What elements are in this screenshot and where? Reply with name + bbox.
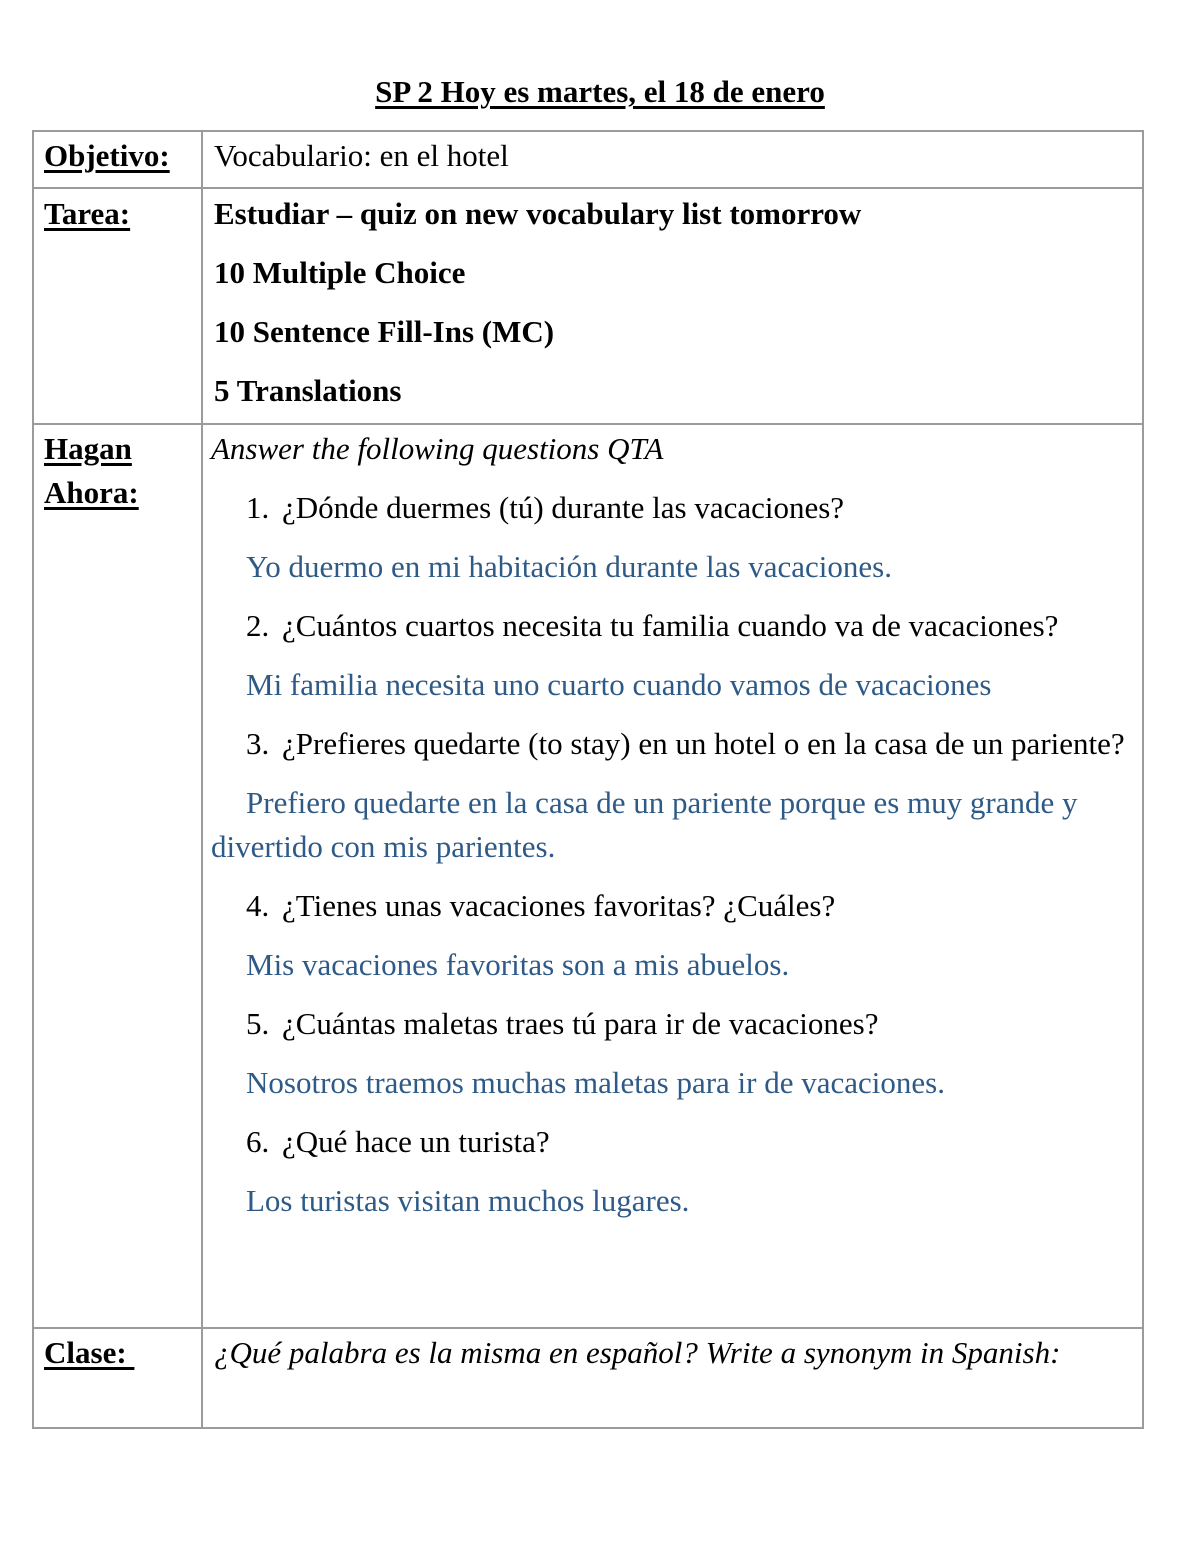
hagan-label-line2: Ahora: — [44, 475, 139, 510]
hagan-ahora-instruction: Answer the following questions QTA — [211, 431, 664, 466]
clase-row — [33, 1328, 1143, 1428]
question-item — [211, 486, 1128, 530]
question-number: 4. — [246, 888, 270, 923]
objetivo-text: Vocabulario: en el hotel — [214, 138, 509, 173]
answer-text: Prefiero quedarte en la casa de un pariente porque es muy grande y divertido con mis parientes. — [211, 785, 1078, 864]
question-text: ¿Qué hace un turista? — [282, 1124, 550, 1159]
tarea-line: 10 Multiple Choice — [214, 255, 466, 290]
answer-text: Mis vacaciones favoritas son a mis abuelos. — [246, 947, 790, 982]
question-number: 2. — [246, 608, 270, 643]
objetivo-label-cell — [33, 131, 202, 188]
question-number: 3. — [246, 726, 270, 761]
question-item — [211, 884, 1128, 928]
hagan-label-line1: Hagan — [44, 431, 132, 466]
tarea-content-cell — [202, 188, 1143, 424]
answer-text: Mi familia necesita uno cuarto cuando vamos de vacaciones — [246, 667, 992, 702]
question-text: ¿Dónde duermes (tú) durante las vacaciones? — [282, 490, 845, 525]
hagan-ahora-row — [33, 424, 1143, 1328]
hagan-ahora-label — [34, 427, 201, 515]
answer-text: Yo duermo en mi habitación durante las vacaciones. — [246, 549, 892, 584]
question-text: ¿Cuántas maletas traes tú para ir de vacaciones? — [282, 1006, 879, 1041]
question-text: ¿Prefieres quedarte (to stay) en un hotel o en la casa de un pariente? — [282, 726, 1125, 761]
clase-text: ¿Qué palabra es la misma en español? Write a synonym in Spanish: — [214, 1335, 1061, 1370]
tarea-line: 10 Sentence Fill-Ins (MC) — [214, 314, 555, 349]
question-number: 6. — [246, 1124, 270, 1159]
objetivo-row — [33, 131, 1143, 188]
hagan-ahora-label-cell — [33, 424, 202, 1328]
answer-text: Nosotros traemos muchas maletas para ir de vacaciones. — [246, 1065, 945, 1100]
question-item — [211, 604, 1128, 648]
answer-text: Los turistas visitan muchos lugares. — [246, 1183, 690, 1218]
tarea-label-cell — [33, 188, 202, 424]
objetivo-content-cell — [202, 131, 1143, 188]
question-text: ¿Tienes unas vacaciones favoritas? ¿Cuáles? — [282, 888, 836, 923]
question-item — [211, 1120, 1128, 1164]
tarea-label: Tarea: — [44, 196, 131, 231]
lesson-table — [32, 130, 1144, 1429]
objetivo-label: Objetivo: — [44, 138, 170, 173]
question-text: ¿Cuántos cuartos necesita tu familia cuando va de vacaciones? — [282, 608, 1059, 643]
tarea-line: Estudiar – quiz on new vocabulary list tomorrow — [214, 196, 862, 231]
question-number: 1. — [246, 490, 270, 525]
clase-content-cell — [202, 1328, 1143, 1428]
clase-label: Clase: — [44, 1335, 135, 1370]
hagan-ahora-content-cell — [202, 424, 1143, 1328]
clase-label-cell — [33, 1328, 202, 1428]
tarea-row — [33, 188, 1143, 424]
question-number: 5. — [246, 1006, 270, 1041]
question-item — [211, 1002, 1128, 1046]
page-title: SP 2 Hoy es martes, el 18 de enero — [375, 74, 825, 109]
question-item — [211, 722, 1128, 766]
tarea-line: 5 Translations — [214, 373, 402, 408]
